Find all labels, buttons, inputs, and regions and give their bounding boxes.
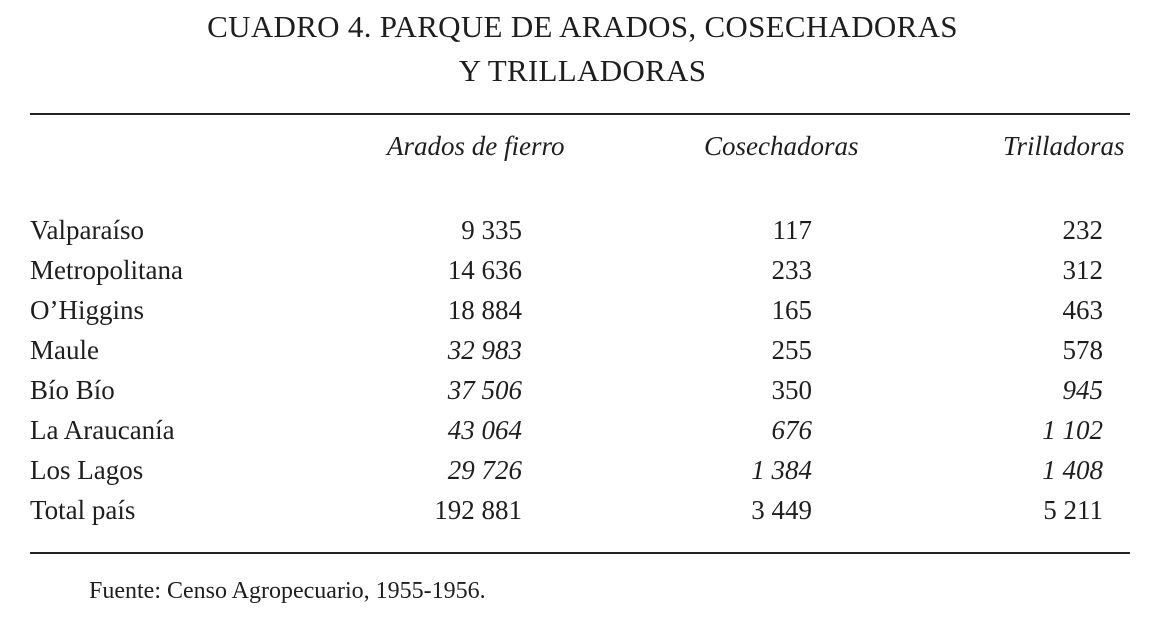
- table-title-line-1: CUADRO 4. PARQUE DE ARADOS, COSECHADORAS: [207, 9, 958, 44]
- cosechadoras-value: 117: [772, 215, 812, 245]
- trilladoras-value: 232: [1062, 215, 1103, 245]
- cosechadoras-value: 676: [771, 415, 812, 445]
- column-header-cosechadoras: Cosechadoras: [704, 131, 859, 161]
- region-name: O’Higgins: [30, 295, 144, 325]
- arados-value: 18 884: [447, 295, 522, 325]
- region-name: Valparaíso: [30, 215, 144, 245]
- table-row: [0, 370, 1165, 410]
- cosechadoras-value: 3 449: [751, 495, 812, 525]
- arados-value: 14 636: [447, 255, 522, 285]
- region-name: Bío Bío: [30, 375, 115, 405]
- trilladoras-value: 578: [1062, 335, 1103, 365]
- trilladoras-value: 1 408: [1042, 455, 1103, 485]
- arados-value: 43 064: [447, 415, 522, 445]
- table-row: [0, 250, 1165, 290]
- region-name: Los Lagos: [30, 455, 144, 485]
- cosechadoras-value: 233: [771, 255, 812, 285]
- table-title-line-2: Y TRILLADORAS: [458, 53, 707, 88]
- table-row: [0, 290, 1165, 330]
- cosechadoras-value: 165: [771, 295, 812, 325]
- arados-value: 37 506: [447, 375, 522, 405]
- trilladoras-value: 463: [1062, 295, 1103, 325]
- cosechadoras-value: 350: [771, 375, 812, 405]
- arados-value: 9 335: [461, 215, 522, 245]
- trilladoras-value: 5 211: [1043, 495, 1103, 525]
- arados-value: 192 881: [434, 495, 522, 525]
- table-row: [0, 410, 1165, 450]
- trilladoras-value: 945: [1062, 375, 1103, 405]
- arados-value: 32 983: [447, 335, 522, 365]
- arados-value: 29 726: [447, 455, 522, 485]
- bottom-rule: [30, 552, 1130, 554]
- column-header-arados: Arados de fierro: [387, 131, 565, 161]
- region-name: Maule: [30, 335, 99, 365]
- region-name: Metropolitana: [30, 255, 183, 285]
- top-rule: [30, 113, 1130, 115]
- trilladoras-value: 1 102: [1042, 415, 1103, 445]
- region-name: La Araucanía: [30, 415, 175, 445]
- column-header-trilladoras: Trilladoras: [1003, 131, 1125, 161]
- table-row: [0, 330, 1165, 370]
- table-row: [0, 450, 1165, 490]
- cosechadoras-value: 1 384: [751, 455, 812, 485]
- trilladoras-value: 312: [1062, 255, 1103, 285]
- source-note: Fuente: Censo Agropecuario, 1955-1956.: [89, 578, 486, 604]
- table-row: [0, 210, 1165, 250]
- cosechadoras-value: 255: [771, 335, 812, 365]
- region-name: Total país: [30, 495, 136, 525]
- table-row-total: [0, 490, 1165, 530]
